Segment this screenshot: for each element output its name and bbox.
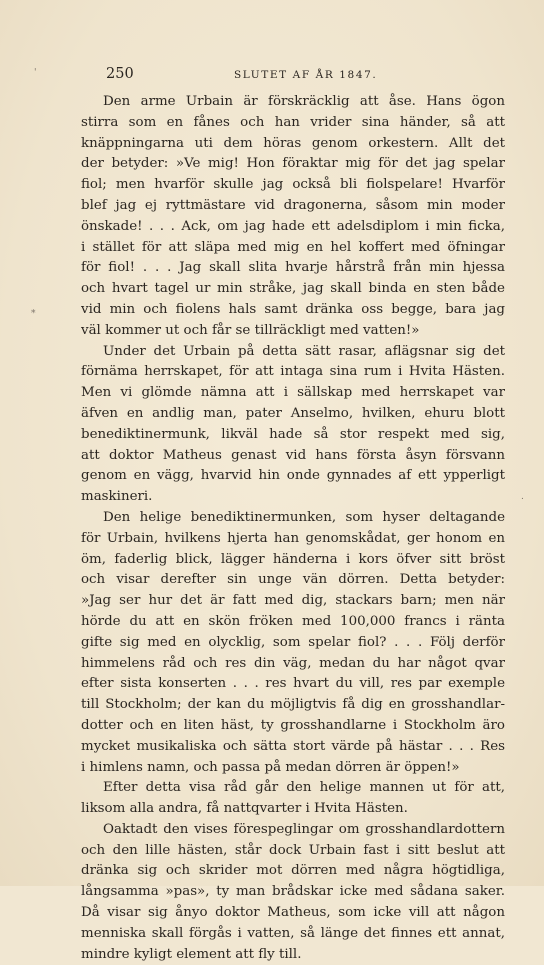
text-line: maskineri. xyxy=(81,489,153,505)
text-line: hörde du att en skön fröken med 100,000 francs i ränta xyxy=(81,613,505,629)
text-line: väl kommer ut och får se tillräckligt med vatten!» xyxy=(81,322,420,338)
margin-mark-right: . xyxy=(521,492,524,502)
text-line: Den arme Urbain är förskräcklig att åse. Hans ögon xyxy=(103,94,505,109)
text-line: dränka sig och skrider mot dörren med några högtidliga, xyxy=(81,863,505,879)
text-line: blef jag ej ryttmästare vid dragonerna, såsom min moder xyxy=(81,197,505,213)
text-line: Efter detta visa råd går den helige mannen ut för att, xyxy=(103,780,505,796)
page-number: 250 xyxy=(106,66,134,82)
text-line: att doktor Matheus genast vid hans första åsyn försvann xyxy=(81,447,505,463)
text-line: knäppningarna uti dem höras genom orkestern. Allt det xyxy=(81,135,505,151)
text-line: i stället för att släpa med mig en hel koffert med öfningar xyxy=(81,239,505,255)
text-line: i himlens namn, och passa på medan dörren är öppen!» xyxy=(81,759,460,775)
text-line: menniska skall förgås i vatten, så länge det finnes ett annat, xyxy=(81,925,505,941)
text-line: mycket musikaliska och sätta stort värde på hästar . . . Res xyxy=(81,738,505,754)
text-line: till Stockholm; der kan du möjligtvis få dig en grosshandlar- xyxy=(81,697,505,713)
text-line: för Urbain, hvilkens hjerta han genomskådat, ger honom en xyxy=(81,530,505,546)
margin-mark-middle: * xyxy=(31,309,36,319)
text-line: långsamma »pas», ty man brådskar icke med sådana saker. xyxy=(81,884,505,900)
text-line: Den helige benediktinermunken, som hyser deltagande xyxy=(103,509,505,525)
text-line: Då visar sig ånyo doktor Matheus, som icke vill att någon xyxy=(81,905,505,921)
text-line: önskade! . . . Ack, om jag hade ett adelsdiplom i min ficka, xyxy=(81,218,505,234)
text-line: liksom alla andra, få nattqvarter i Hvita Hästen. xyxy=(81,801,408,817)
text-line: fiol; men hvarför skulle jag också bli fiolspelare! Hvarför xyxy=(81,177,505,193)
text-line: Under det Urbain på detta sätt rasar, aflägsnar sig det xyxy=(103,343,505,359)
page-header xyxy=(106,66,504,84)
text-line: der betyder: »Ve mig! Hon föraktar mig för det jag spelar xyxy=(81,156,505,172)
text-line: och visar derefter sin unge vän dörren. Detta betyder: xyxy=(81,572,505,588)
text-line: stirra som en fånes och han vrider sina händer, så att xyxy=(81,114,505,130)
text-line: äfven en andlig man, pater Anselmo, hvilken, ehuru blott xyxy=(81,405,505,421)
text-line: genom en vägg, hvarvid hin onde gynnades af ett ypperligt xyxy=(81,468,505,484)
text-line: himmelens råd och res din väg, medan du har något qvar xyxy=(81,655,505,671)
text-line: Men vi glömde nämna att i sällskap med herrskapet var xyxy=(81,385,505,401)
text-line: öm, faderlig blick, lägger händerna i kors öfver sitt bröst xyxy=(81,551,505,567)
running-head: SLUTET AF ÅR 1847. xyxy=(234,69,378,81)
text-line: efter sista konserten . . . res hvart du vill, res par exemple xyxy=(81,676,505,692)
text-line: benediktinermunk, likväl hade så stor respekt med sig, xyxy=(81,426,505,442)
text-line: gifte sig med en olycklig, som spelar fiol? . . . Följ derför xyxy=(81,634,505,650)
text-line: för fiol! . . . Jag skall slita hvarje hårstrå från min hjessa xyxy=(81,260,505,276)
body-text xyxy=(81,92,505,965)
text-line: dotter och en liten häst, ty grosshandlarne i Stockholm äro xyxy=(81,717,505,733)
text-line: »Jag ser hur det är fatt med dig, stackars barn; men när xyxy=(81,593,505,609)
text-line: och den lille hästen, står dock Urbain fast i sitt beslut att xyxy=(81,842,505,858)
text-line: vid min och fiolens hals samt dränka oss begge, bara jag xyxy=(81,301,505,317)
margin-mark-top: ' xyxy=(34,68,37,78)
text-line: Oaktadt den vises förespeglingar om grosshandlardottern xyxy=(103,821,505,837)
text-line: och hvart tagel ur min stråke, jag skall binda en sten både xyxy=(81,281,505,297)
text-line: mindre kyligt element att fly till. xyxy=(81,946,302,962)
text-line: förnäma herrskapet, för att intaga sina rum i Hvita Hästen. xyxy=(81,364,505,380)
